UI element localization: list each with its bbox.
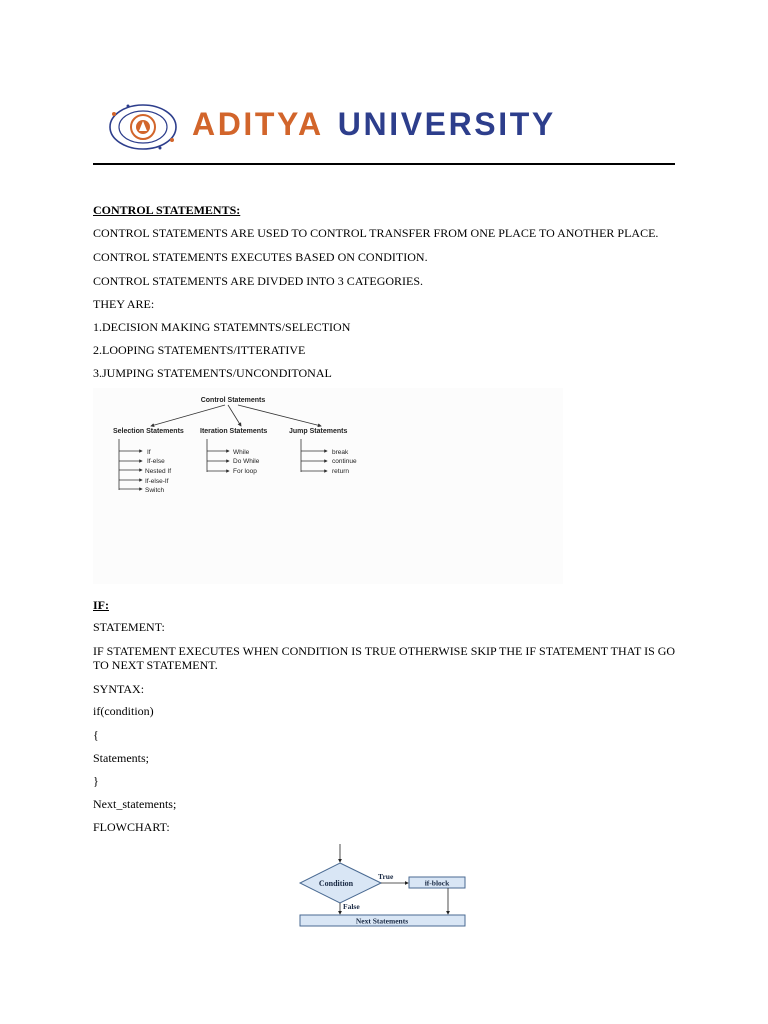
paragraph-line: CONTROL STATEMENTS ARE USED TO CONTROL TRANSFER FROM ONE PLACE TO ANOTHER PLACE. bbox=[93, 226, 659, 240]
header-divider bbox=[93, 163, 675, 165]
brand-name-aditya: ADITYA bbox=[192, 106, 324, 142]
brand-name bbox=[192, 106, 556, 143]
diagram-canvas bbox=[93, 388, 563, 584]
diagram-group-title: Selection Statements bbox=[113, 428, 184, 435]
diagram-item: Do While bbox=[233, 458, 260, 465]
diagram-item: For loop bbox=[233, 468, 257, 475]
diagram-item: If bbox=[147, 449, 151, 456]
next-statements-label: Next Statements bbox=[355, 916, 409, 926]
if-flowchart bbox=[296, 842, 472, 932]
aditya-university-emblem-icon bbox=[108, 100, 178, 154]
code-line: if(condition) bbox=[93, 704, 154, 718]
list-item: 1.DECISION MAKING STATEMNTS/SELECTION bbox=[93, 320, 351, 334]
diagram-group-title: Jump Statements bbox=[289, 428, 348, 435]
true-label: True bbox=[378, 872, 394, 881]
section-heading-if: IF: bbox=[93, 598, 109, 612]
university-logo bbox=[108, 100, 674, 154]
code-line: } bbox=[93, 774, 99, 788]
diagram-item: If-else bbox=[147, 458, 165, 465]
statement-label: STATEMENT: bbox=[93, 620, 165, 634]
section-heading-control-statements: CONTROL STATEMENTS: bbox=[93, 203, 241, 217]
diagram-item: If-else-If bbox=[145, 478, 169, 485]
diagram-group-title: Iteration Statements bbox=[200, 428, 268, 435]
diagram-item: Nested If bbox=[145, 468, 172, 475]
diagram-item: While bbox=[233, 449, 250, 456]
diagram-item: return bbox=[332, 468, 349, 475]
flowchart-canvas bbox=[296, 842, 472, 932]
paragraph-line: THEY ARE: bbox=[93, 297, 155, 311]
code-line: Next_statements; bbox=[93, 797, 177, 811]
condition-label: Condition bbox=[318, 879, 354, 888]
flowchart-label: FLOWCHART: bbox=[93, 820, 170, 834]
diagram-branch-line bbox=[238, 405, 321, 426]
if-block-label: if-block bbox=[424, 878, 450, 888]
code-line: Statements; bbox=[93, 751, 149, 765]
list-item: 3.JUMPING STATEMENTS/UNCONDITONAL bbox=[93, 366, 332, 380]
brand-name-university: UNIVERSITY bbox=[337, 106, 556, 142]
control-statements-diagram bbox=[93, 388, 563, 584]
diagram-item: continue bbox=[332, 458, 357, 465]
diagram-item: break bbox=[332, 449, 349, 456]
diagram-root-label: Control Statements bbox=[200, 397, 266, 404]
diagram-branch-line bbox=[151, 405, 225, 426]
code-line: { bbox=[93, 728, 99, 742]
diagram-item: Switch bbox=[145, 487, 165, 494]
paragraph-line: CONTROL STATEMENTS EXECUTES BASED ON CONDITION. bbox=[93, 250, 428, 264]
if-description: IF STATEMENT EXECUTES WHEN CONDITION IS TRUE OTHERWISE SKIP THE IF STATEMENT THAT IS GO TO NEXT STATEMENT. bbox=[93, 644, 676, 672]
syntax-label: SYNTAX: bbox=[93, 682, 145, 696]
list-item: 2.LOOPING STATEMENTS/ITTERATIVE bbox=[93, 343, 306, 357]
paragraph-line: CONTROL STATEMENTS ARE DIVDED INTO 3 CATEGORIES. bbox=[93, 274, 424, 288]
false-label: False bbox=[343, 902, 360, 911]
diagram-branch-line bbox=[228, 405, 241, 426]
